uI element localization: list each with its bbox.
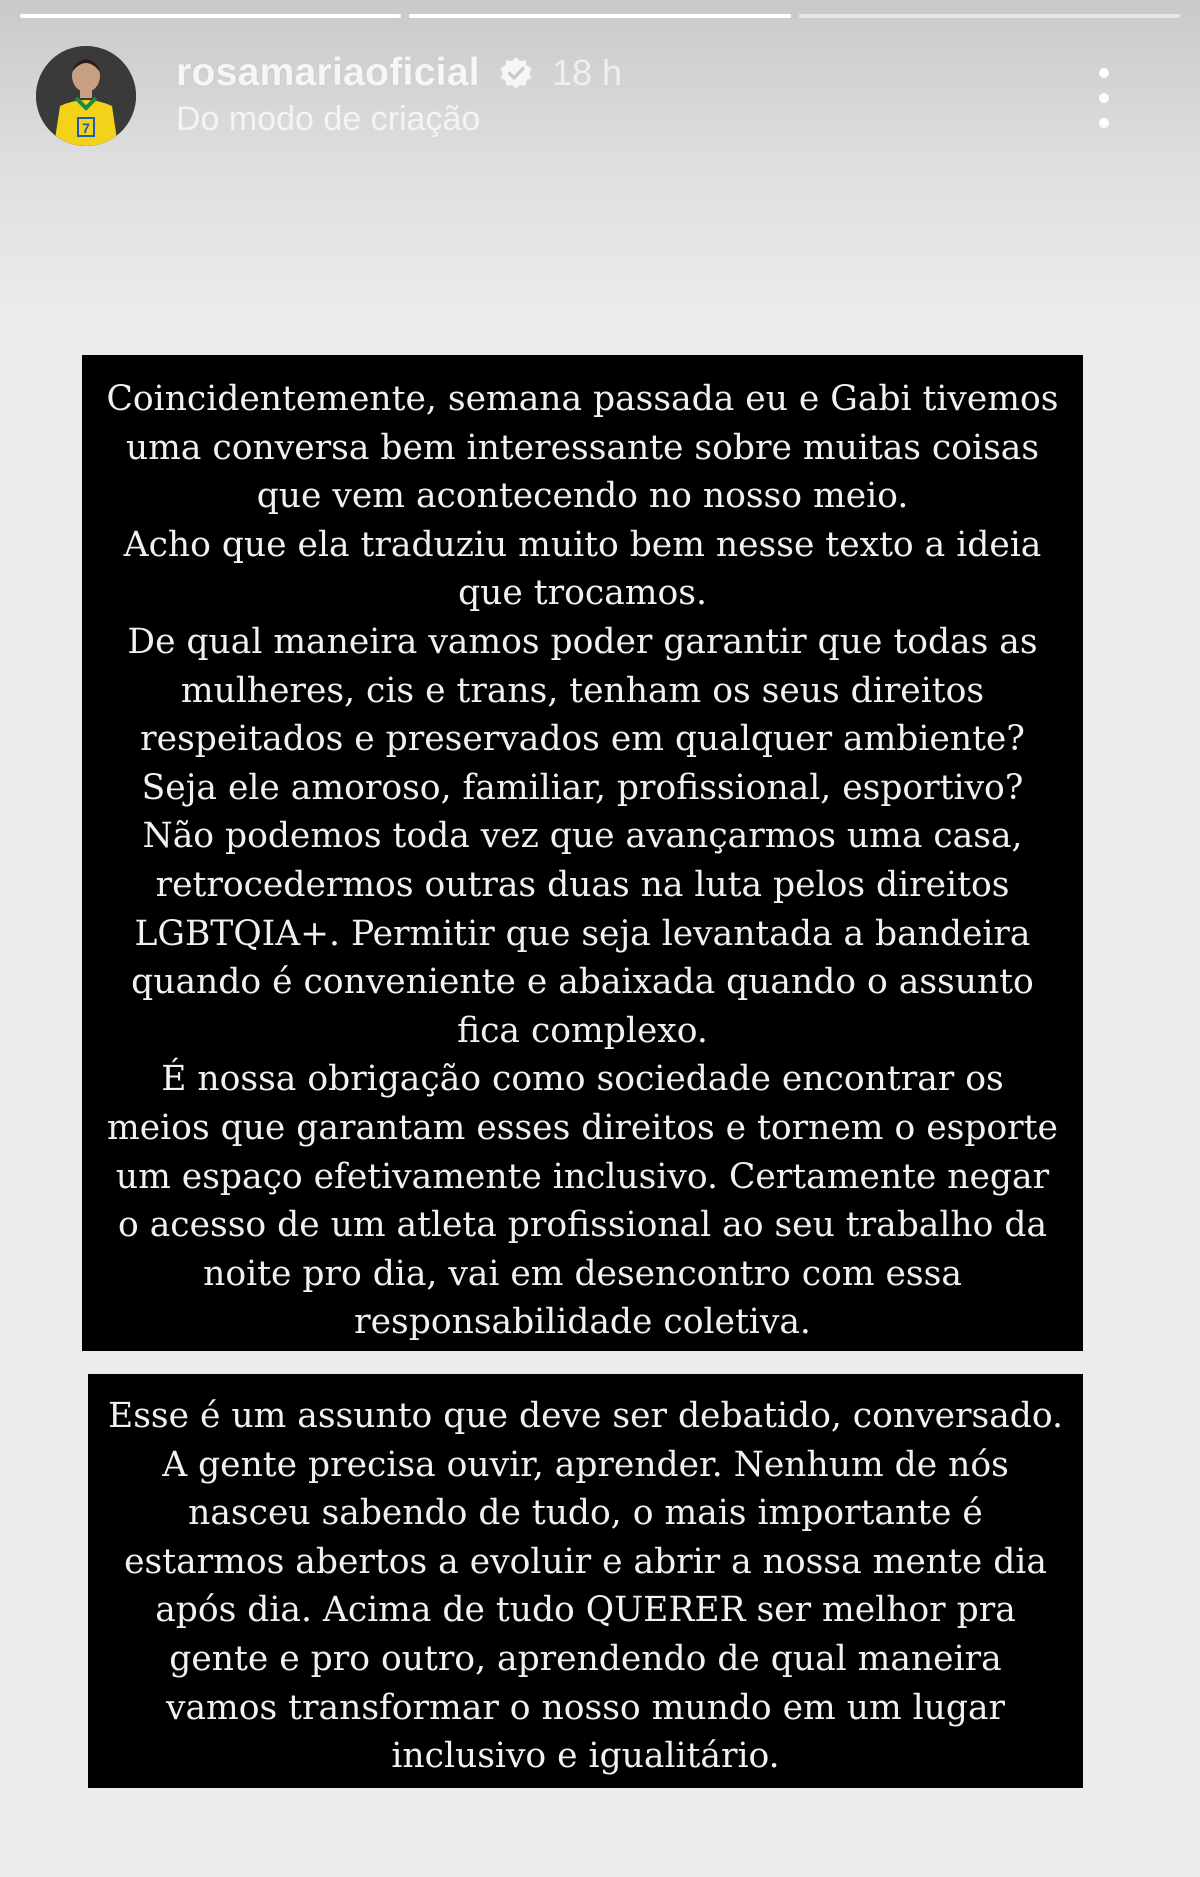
text-line: após dia. Acima de tudo QUERER ser melhor pra [155, 1590, 1016, 1631]
text-line: uma conversa bem interessante sobre muitas coisas [125, 427, 1040, 468]
verified-badge-icon [498, 55, 534, 91]
avatar[interactable] [36, 46, 136, 146]
text-line: A gente precisa ouvir, aprender. Nenhum de nós [162, 1444, 1009, 1485]
story-progress-bar [20, 14, 1180, 18]
avatar-athlete-icon [36, 46, 136, 146]
progress-segment-1 [20, 14, 401, 18]
text-line: Seja ele amoroso, familiar, profissional, esportivo? [141, 767, 1024, 808]
text-line: nasceu sabendo de tudo, o mais importante é [188, 1493, 983, 1534]
text-line: Acho que ela traduziu muito bem nesse texto a ideia [123, 524, 1042, 565]
username-link[interactable]: rosamariaoficial [176, 51, 480, 94]
text-line: meios que garantam esses direitos e tornem o esporte [107, 1107, 1058, 1148]
text-line: retrocedermos outras duas na luta pelos direitos [155, 864, 1010, 905]
story-text-box-1 [82, 355, 1083, 1351]
user-row [176, 48, 622, 98]
more-options-button[interactable] [1094, 68, 1114, 128]
text-line: Não podemos toda vez que avançarmos uma casa, [142, 816, 1023, 857]
text-line: gente e pro outro, aprendendo de qual maneira [169, 1638, 1002, 1679]
text-line: o acesso de um atleta profissional ao seu trabalho da [117, 1205, 1048, 1246]
text-line: quando é conveniente e abaixada quando o assunto [131, 962, 1034, 1003]
text-line: vamos transformar o nosso mundo em um lugar [165, 1687, 1006, 1728]
text-line: responsabilidade coletiva. [354, 1302, 811, 1343]
story-header [36, 46, 1164, 156]
user-info [176, 48, 622, 139]
text-line: estarmos abertos a evoluir e abrir a nossa mente dia [124, 1541, 1047, 1582]
text-line: inclusivo e igualitário. [391, 1736, 780, 1777]
progress-segment-3 [799, 14, 1180, 18]
creation-mode-label[interactable]: Do modo de criação [176, 100, 481, 138]
svg-text:7: 7 [82, 120, 90, 136]
text-line: Coincidentemente, semana passada eu e Gabi tivemos [106, 379, 1059, 419]
text-line: noite pro dia, vai em desencontro com essa [203, 1253, 962, 1294]
more-vertical-icon-dot-1 [1099, 68, 1109, 78]
text-line: Esse é um assunto que deve ser debatido, conversado. [108, 1396, 1063, 1436]
text-line: mulheres, cis e trans, tenham os seus direitos [180, 670, 985, 711]
text-line: um espaço efetivamente inclusivo. Certamente negar [115, 1156, 1050, 1197]
more-vertical-icon-dot-2 [1099, 93, 1109, 103]
text-line: É nossa obrigação como sociedade encontrar os [161, 1059, 1004, 1100]
text-line: que vem acontecendo no nosso meio. [256, 476, 909, 517]
text-line: LGBTQIA+. Permitir que seja levantada a bandeira [134, 913, 1031, 954]
more-vertical-icon-dot-3 [1099, 118, 1109, 128]
text-line: respeitados e preservados em qualquer ambiente? [140, 719, 1025, 760]
text-line: De qual maneira vamos poder garantir que todas as [127, 621, 1038, 662]
text-line: fica complexo. [457, 1010, 708, 1051]
post-time: 18 h [551, 52, 623, 93]
progress-segment-2 [409, 14, 790, 18]
text-line: que trocamos. [458, 573, 707, 614]
story-text-box-2 [88, 1374, 1083, 1788]
